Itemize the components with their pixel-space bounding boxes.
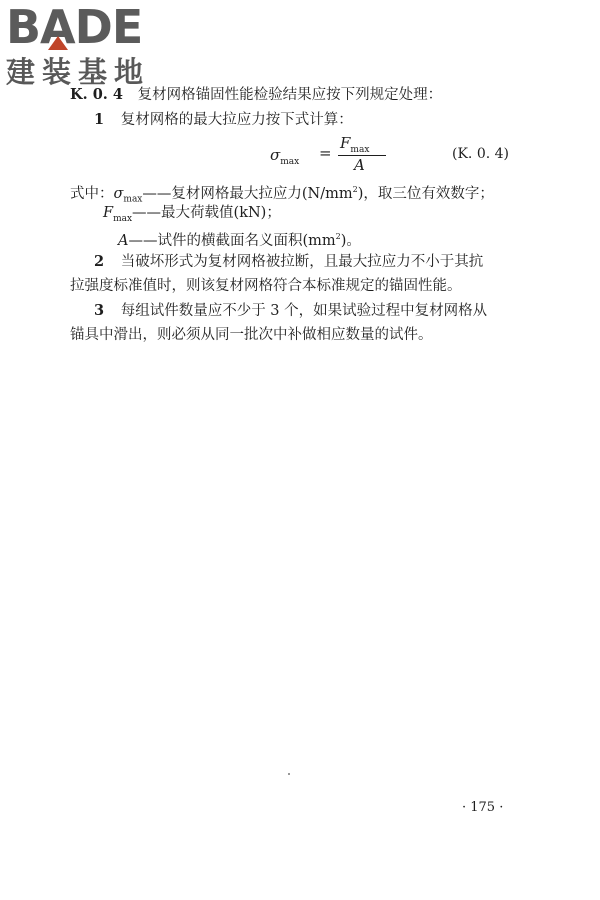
formula-denominator: A [354,156,365,174]
a-symbol: A [118,232,129,249]
where-lead: 式中： [70,185,114,202]
item-3-number: 3 [94,302,105,319]
item-1 [94,110,353,130]
f-desc: ——最大荷载值(kN)； [132,205,281,221]
sigma-desc: ——复材网格最大拉应力(N/mm [142,185,353,202]
f-sub: max [113,213,133,224]
page-number: · 175 · [462,800,504,815]
a-tail: )。 [340,232,361,249]
item-1-text: 复材网格的最大拉应力按下式计算： [120,112,353,128]
where-fmax [103,203,281,229]
clause-k04 [70,85,442,105]
formula-equals: = [319,144,332,162]
logo-subtitle: 建装基地 [6,55,151,89]
formula-lhs: $\sigma_{max}$ [270,146,300,167]
sigma-sup: 2 [352,185,358,194]
item-2-line-1 [94,252,483,272]
logo-accent-triangle [48,36,68,50]
item-1-number: 1 [94,111,105,128]
item-3-text-1: 每组试件数量应不少于 3 个，如果试验过程中复材网格从 [120,303,488,319]
bade-logo [6,2,176,92]
a-desc: ——试件的横截面名义面积(mm [128,232,336,249]
equation-number: (K. 0. 4) [452,146,509,162]
clause-text: 复材网格锚固性能检验结果应按下列规定处理： [137,87,443,103]
formula-numerator: $F_{max}$ [340,134,370,155]
item-2-text-1: 当破坏形式为复材网格被拉断，且最大拉应力不小于其抗 [120,254,484,270]
scan-speck [288,773,290,775]
logo-wordmark: BADE [6,0,143,54]
f-symbol: F [103,205,114,221]
item-2-line-2: 拉强度标准值时，则该复材网格符合本标准规定的锚固性能。 [70,278,462,294]
sigma-tail: )，取三位有效数字； [357,185,494,202]
clause-number: K. 0. 4 [70,86,123,103]
where-area [118,227,361,251]
item-3-line-2: 锚具中滑出，则必须从同一批次中补做相应数量的试件。 [70,327,433,343]
sigma-sub: max [123,194,143,205]
item-3-line-1 [94,301,487,321]
sigma-symbol: σ [113,185,124,202]
item-2-number: 2 [94,253,105,270]
a-sup: 2 [335,232,341,241]
